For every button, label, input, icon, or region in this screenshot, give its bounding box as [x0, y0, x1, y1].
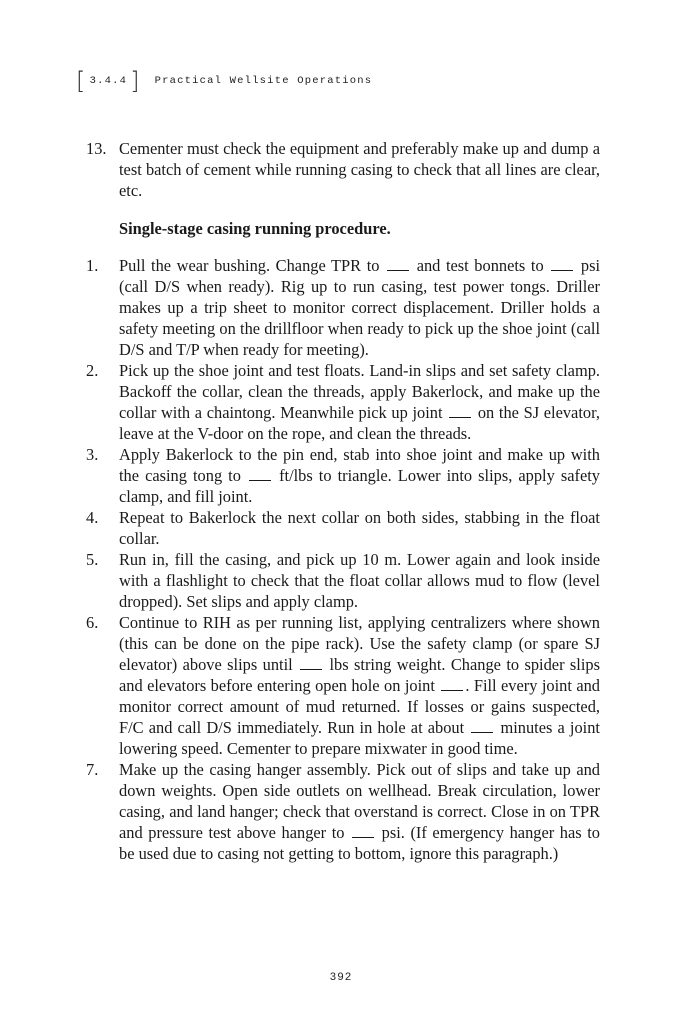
step-text: Pick up the shoe joint and test floats. Land-in slips and set safety clamp. Backoff the collar, clean the threads, apply Bakerlock, and make up the collar with a chaintong. Meanwhile pick up joint on the SJ elevator, leave at the V-door on the rope, and clean the threads.	[119, 361, 600, 443]
step-text: Pull the wear bushing. Change TPR to and test bonnets to psi (call D/S when ready). Rig up to run casing, test power tongs. Driller makes up a trip sheet to monitor correct displacement. Driller holds a safety meeting on the drillfloor when ready to pick up the shoe joint (call D/S and T/P when ready for meeting).	[119, 256, 601, 359]
step-number: 3.	[86, 445, 99, 464]
fill-in-blank	[352, 836, 374, 838]
fill-in-blank	[300, 668, 322, 670]
step-text: Apply Bakerlock to the pin end, stab into shoe joint and make up with the casing tong to ft/lbs to triangle. Lower into slips, apply safety clamp, and fill joint.	[119, 445, 600, 506]
step-text: Make up the casing hanger assembly. Pick out of slips and take up and down weights. Open side outlets on wellhead. Break circulation, lower casing, and land hanger; check that overstand is correct. Close in on TPR and pressure test above hanger to psi. (If emergency hanger has to be used due to casing not getting to bottom, ignore this paragraph.)	[119, 760, 600, 863]
item-number: 13.	[86, 139, 107, 158]
procedure-step-2	[86, 360, 600, 444]
left-bracket: [	[76, 67, 87, 95]
step-text: Repeat to Bakerlock the next collar on both sides, stabbing in the float collar.	[119, 508, 600, 548]
step-text: Run in, fill the casing, and pick up 10 m. Lower again and look inside with a flashlight to check that the float collar allows mud to flow (level dropped). Set slips and apply clamp.	[119, 550, 600, 611]
procedure-step-1	[86, 255, 600, 360]
procedure-step-6	[86, 612, 600, 759]
list-item-13	[86, 138, 600, 201]
fill-in-blank	[449, 416, 471, 418]
fill-in-blank	[441, 689, 463, 691]
fill-in-blank	[249, 479, 271, 481]
procedure-step-5	[86, 549, 600, 612]
step-text: Continue to RIH as per running list, applying centralizers where shown (this can be done on the pipe rack). Use the safety clamp (or spare SJ elevator) above slips until lbs string weight. Change to spider slips and elevators before entering open hole on joint . Fill every joint and monitor correct amount of mud returned. If losses or gains suspected, F/C and call D/S immediately. Run in hole at about minutes a joint lowering speed. Cementer to prepare mixwater in good time.	[119, 613, 600, 758]
step-number: 2.	[86, 361, 99, 380]
section-subheading: Single-stage casing running procedure.	[119, 219, 391, 238]
step-number: 1.	[86, 256, 99, 275]
procedure-step-4	[86, 507, 600, 549]
step-number: 5.	[86, 550, 99, 569]
running-header	[76, 67, 373, 95]
step-number: 6.	[86, 613, 99, 632]
step-number: 7.	[86, 760, 99, 779]
fill-in-blank	[471, 731, 493, 733]
procedure-step-3	[86, 444, 600, 507]
section-number: 3.4.4	[89, 75, 128, 87]
fill-in-blank	[551, 269, 573, 271]
procedure-step-7	[86, 759, 600, 864]
page-body	[86, 138, 600, 864]
step-number: 4.	[86, 508, 99, 527]
running-title: Practical Wellsite Operations	[154, 75, 373, 87]
fill-in-blank	[387, 269, 409, 271]
item-text: Cementer must check the equipment and preferably make up and dump a test batch of cement while running casing to check that all lines are clear, etc.	[119, 139, 600, 200]
page-number: 392	[329, 972, 353, 984]
right-bracket: ]	[130, 67, 141, 95]
